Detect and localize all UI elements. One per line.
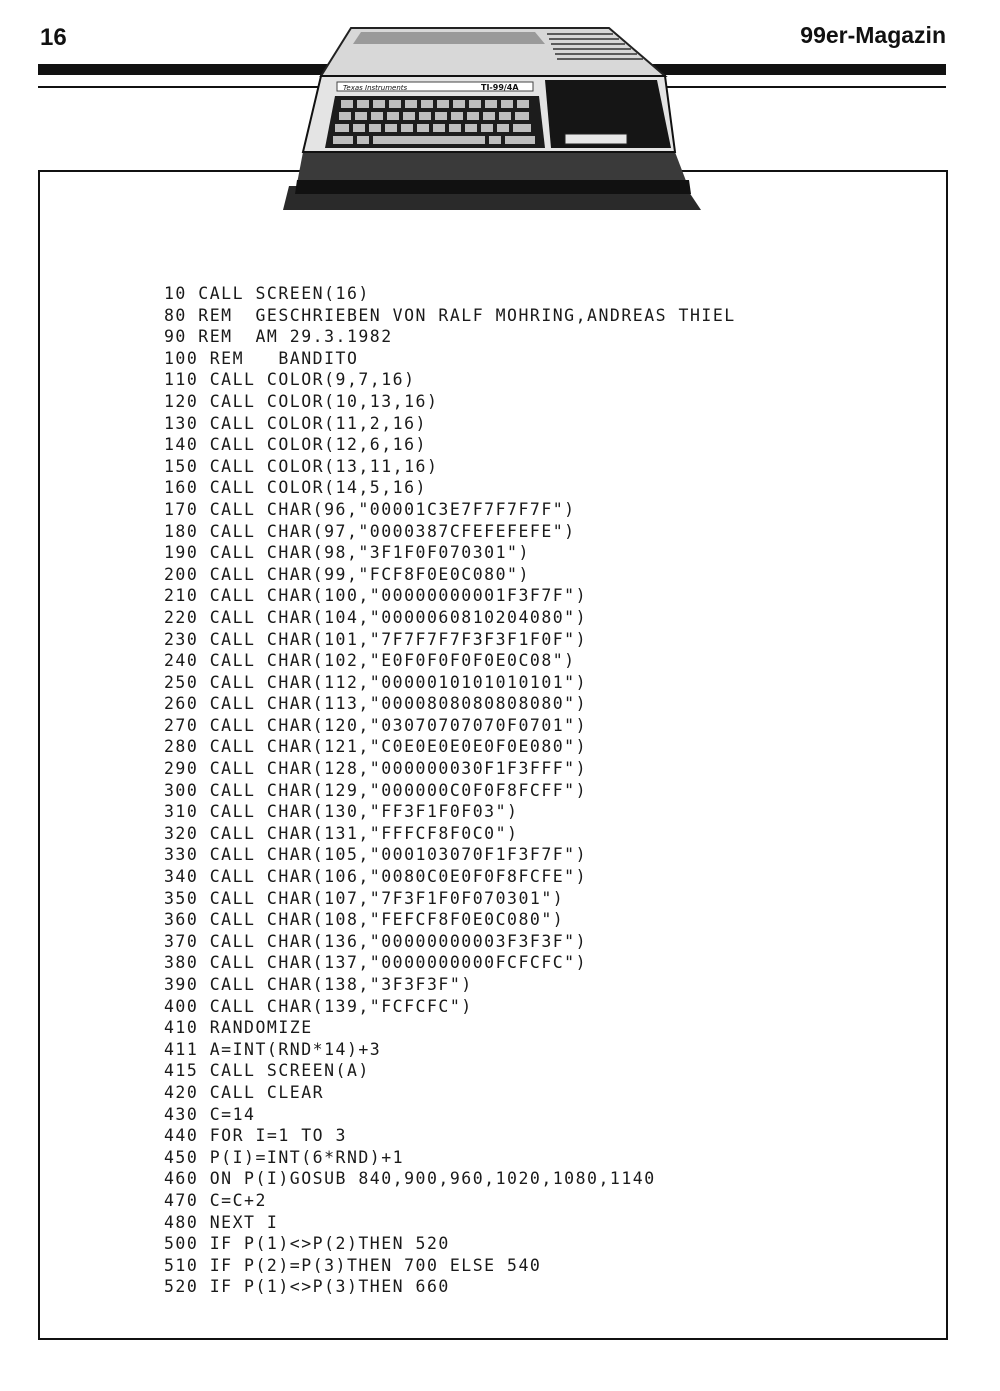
code-line: 190 CALL CHAR(98,"3F1F0F070301") [164, 543, 530, 563]
code-line: 230 CALL CHAR(101,"7F7F7F7F3F3F1F0F") [164, 629, 588, 649]
magazine-title: 99er-Magazin [800, 22, 946, 48]
code-line: 370 CALL CHAR(136,"00000000003F3F3F") [164, 931, 588, 951]
code-line: 520 IF P(1)<>P(3)THEN 660 [164, 1277, 450, 1297]
code-line: 430 C=14 [164, 1104, 256, 1124]
code-line: 360 CALL CHAR(108,"FEFCF8F0E0C080") [164, 910, 565, 930]
basic-program-listing [164, 283, 736, 1298]
code-line: 400 CALL CHAR(139,"FCFCFC") [164, 996, 473, 1016]
code-line: 300 CALL CHAR(129,"000000C0F0F8FCFF") [164, 780, 588, 800]
code-line: 460 ON P(I)GOSUB 840,900,960,1020,1080,1140 [164, 1169, 656, 1189]
code-line: 240 CALL CHAR(102,"E0F0F0F0F0E0C08") [164, 651, 576, 671]
code-line: 210 CALL CHAR(100,"00000000001F3F7F") [164, 586, 588, 606]
code-line: 411 A=INT(RND*14)+3 [164, 1039, 382, 1059]
computer-base [295, 180, 691, 194]
code-line: 450 P(I)=INT(6*RND)+1 [164, 1147, 405, 1167]
code-line: 160 CALL COLOR(14,5,16) [164, 478, 427, 498]
code-line: 120 CALL COLOR(10,13,16) [164, 391, 439, 411]
code-line: 310 CALL CHAR(130,"FF3F1F0F03") [164, 802, 519, 822]
code-line: 410 RANDOMIZE [164, 1018, 313, 1038]
code-line: 480 NEXT I [164, 1212, 279, 1232]
code-line: 330 CALL CHAR(105,"000103070F1F3F7F") [164, 845, 588, 865]
code-line: 270 CALL CHAR(120,"03070707070F0701") [164, 715, 588, 735]
code-line: 340 CALL CHAR(106,"0080C0E0F0F8FCFE") [164, 867, 588, 887]
lid-panel [353, 32, 545, 44]
model-text: TI-99/4A [481, 83, 519, 92]
code-line: 470 C=C+2 [164, 1190, 267, 1210]
code-line: 440 FOR I=1 TO 3 [164, 1126, 347, 1146]
code-line: 280 CALL CHAR(121,"C0E0E0E0E0F0E080") [164, 737, 588, 757]
ti-99-4a-home-computer-icon [283, 14, 703, 210]
code-line: 110 CALL COLOR(9,7,16) [164, 370, 416, 390]
code-line: 290 CALL CHAR(128,"000000030F1F3FFF") [164, 759, 588, 779]
code-line: 180 CALL CHAR(97,"0000387CFEFEFEFE") [164, 521, 576, 541]
code-line: 150 CALL COLOR(13,11,16) [164, 456, 439, 476]
code-line: 10 CALL SCREEN(16) [164, 284, 370, 303]
cartridge-label [565, 134, 627, 144]
code-line: 415 CALL SCREEN(A) [164, 1061, 370, 1081]
code-line: 350 CALL CHAR(107,"7F3F1F0F070301") [164, 888, 565, 908]
code-line: 260 CALL CHAR(113,"0000808080808080") [164, 694, 588, 714]
code-line: 140 CALL COLOR(12,6,16) [164, 435, 427, 455]
code-line: 420 CALL CLEAR [164, 1082, 325, 1102]
code-line: 380 CALL CHAR(137,"0000000000FCFCFC") [164, 953, 588, 973]
code-line: 320 CALL CHAR(131,"FFFCF8F0C0") [164, 823, 519, 843]
code-line: 170 CALL CHAR(96,"00001C3E7F7F7F7F") [164, 499, 576, 519]
code-line: 130 CALL COLOR(11,2,16) [164, 413, 427, 433]
code-line: 100 REM BANDITO [164, 348, 359, 368]
code-line: 390 CALL CHAR(138,"3F3F3F") [164, 975, 473, 994]
code-line: 80 REM GESCHRIEBEN VON RALF MOHRING,ANDREAS THIEL [164, 305, 736, 325]
code-line: 90 REM AM 29.3.1982 [164, 327, 393, 347]
code-line: 220 CALL CHAR(104,"0000060810204080") [164, 607, 588, 627]
code-line: 200 CALL CHAR(99,"FCF8F0E0C080") [164, 564, 530, 584]
code-line: 500 IF P(1)<>P(2)THEN 520 [164, 1234, 450, 1254]
code-line: 510 IF P(2)=P(3)THEN 700 ELSE 540 [164, 1255, 542, 1275]
code-line: 250 CALL CHAR(112,"0000010101010101") [164, 672, 588, 692]
page-number: 16 [40, 24, 67, 51]
brand-text: Texas Instruments [343, 84, 408, 92]
